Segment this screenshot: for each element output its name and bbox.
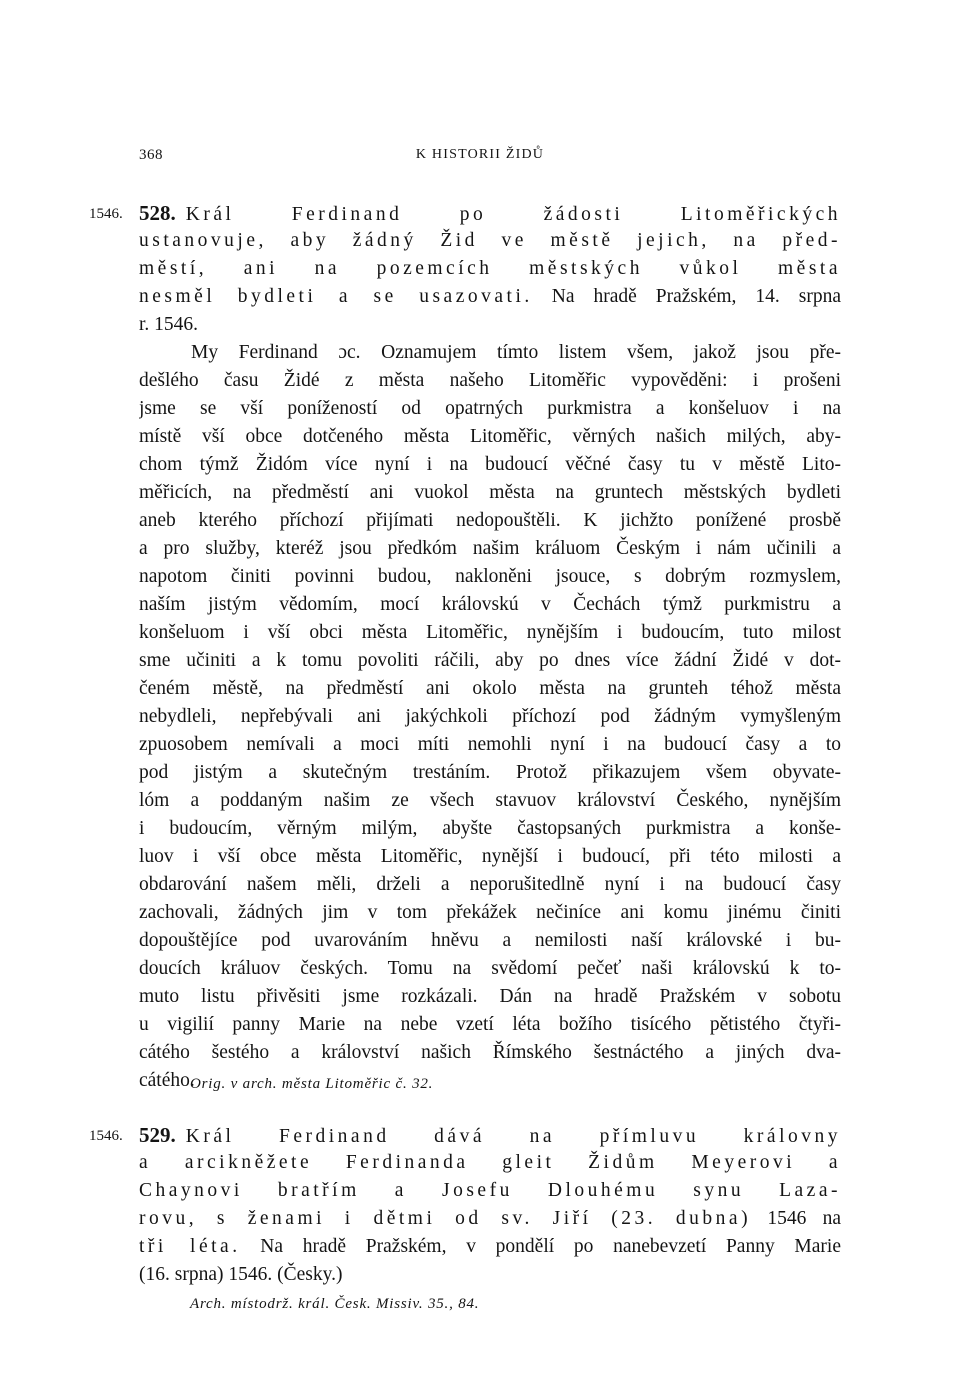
entry-title-plain: 1546 na xyxy=(751,1208,841,1229)
entry-title-end: r. 1546. xyxy=(139,314,199,335)
body-line: jsme se vší ponížeností od opatrných purkmistra a konšeluov i na xyxy=(139,398,841,419)
body-line: konšeluom i vší obci města Litoměřic, nynějším i budoucím, tuto milost xyxy=(139,622,841,643)
entry-title-line: Chaynovi bratřím a Josefu Dlouhému synu Laza- xyxy=(139,1180,841,1201)
body-line: cátého šestého a království našich Římského šestnáctého a jiných dva- xyxy=(139,1042,841,1063)
body-line: dopouštějíce pod uvarováním hněvu a nemilosti naší královské i bu- xyxy=(139,930,841,951)
entry-title-line: ustanovuje, aby žádný Žid ve městě jejich, na před- xyxy=(139,230,841,251)
body-line: sme učiniti a k tomu povoliti ráčili, aby po dnes více žádní Židé v dot- xyxy=(139,650,841,671)
body-line: místě vší obce dotčeného města Litoměřic, věrných našich milých, aby- xyxy=(139,426,841,447)
entry-title-line xyxy=(139,199,841,227)
running-header xyxy=(0,147,960,171)
document-body xyxy=(139,339,841,1095)
entry-529 xyxy=(139,1121,841,1289)
body-line: obdarování našem měli, drželi a neporušitedlně nyní i na budoucí časy xyxy=(139,874,841,895)
body-line: luov i vší obce města Litoměřic, nynější i budoucí, při této milosti a xyxy=(139,846,841,867)
body-line: My Ferdinand ɔc. Oznamujem tímto listem všem, jakož jsou pře- xyxy=(191,342,841,363)
body-line: naším jistým vědomím, mocí královskú v Čechách týmž purkmistru a xyxy=(139,594,841,615)
body-line: cátého. xyxy=(139,1070,195,1091)
body-line: aneb kterého příchozí přijímati nedopouštěli. K jichžto ponížené prosbě xyxy=(139,510,841,531)
body-line: čeném městě, na předměstí ani okolo města na grunteh téhož města xyxy=(139,678,841,699)
body-line: zpuosobem nemívali a moci míti nemohli nyní i na budoucí časy a to xyxy=(139,734,841,755)
body-line: i budoucím, věrným milým, abyšte častopsaných purkmistra a konše- xyxy=(139,818,841,839)
entry-title-line: městí, ani na pozemcích městských vůkol města xyxy=(139,258,841,279)
page-number: 368 xyxy=(139,147,163,163)
body-line: napotom činiti povinni budou, nakloněni jsouce, s dobrým rozmyslem, xyxy=(139,566,841,587)
body-line: muto listu přivěsiti jsme rozkázali. Dán na hradě Pražském v sobotu xyxy=(139,986,841,1007)
source-citation: Orig. v arch. města Litoměřic č. 32. xyxy=(190,1076,434,1092)
entry-title-text: Král Ferdinand dává na přímluvu královny xyxy=(185,1126,841,1147)
entry-title-line xyxy=(139,283,841,311)
body-line: měřicích, na předměstí ani vuokol města na gruntech městských bydleti xyxy=(139,482,841,503)
entry-title-spaced: nesměl bydleti a se usazovati. xyxy=(139,286,533,307)
body-line: nebydleli, nepřebývali ani jakýchkoli příchozí pod žádným vymyšleným xyxy=(139,706,841,727)
entry-number: 529. xyxy=(139,1123,176,1147)
entry-number: 528. xyxy=(139,201,176,225)
body-line: zachovali, žádných jim v tom překážek nečiníce ani komu jinému činiti xyxy=(139,902,841,923)
entry-title-end: (16. srpna) 1546. (Česky.) xyxy=(139,1264,343,1285)
entry-title-spaced: tři léta. xyxy=(139,1236,241,1257)
entry-title-text: Král Ferdinand po žádosti Litoměřických xyxy=(185,204,841,225)
entry-title-line xyxy=(139,1205,841,1233)
entry-year: 1546. xyxy=(89,1128,123,1144)
body-line: pod jistým a skutečným trestáním. Protož přikazujem všem obyvate- xyxy=(139,762,841,783)
body-line: doucích králuov českých. Tomu na svědomí pečeť naši královskú k to- xyxy=(139,958,841,979)
entry-title-line xyxy=(139,1233,841,1261)
entry-title-line xyxy=(139,1121,841,1149)
body-line: u vigilií panny Marie na nebe vzetí léta božího tisícého pětistého čtyři- xyxy=(139,1014,841,1035)
body-line: dešlého času Židé z města našeho Litoměřic vypověděni: i prošeni xyxy=(139,370,841,391)
entry-year: 1546. xyxy=(89,206,123,222)
source-citation: Arch. místodrž. král. Česk. Missiv. 35., 84. xyxy=(190,1296,480,1312)
body-line: lóm a poddaným našim ze všech stavuov království Českého, nynějším xyxy=(139,790,841,811)
entry-title-plain: Na hradě Pražském, 14. srpna xyxy=(532,286,841,307)
entry-528 xyxy=(139,199,841,1095)
running-title: K HISTORII ŽIDŮ xyxy=(415,147,545,162)
entry-title-line: a arcikněžete Ferdinanda gleit Židům Meyerovi a xyxy=(139,1152,841,1173)
body-line: chom týmž Židóm více nyní i na budoucí věčné časy tu v městě Lito- xyxy=(139,454,841,475)
entry-title-spaced: rovu, s ženami i dětmi od sv. Jiří (23. dubna) xyxy=(139,1208,752,1229)
body-line: a pro služby, kteréž jsou předkóm našim králuom Českým i nám učinili a xyxy=(139,538,841,559)
entry-title-plain: Na hradě Pražském, v pondělí po nanebevzetí Panny Marie xyxy=(240,1236,841,1257)
